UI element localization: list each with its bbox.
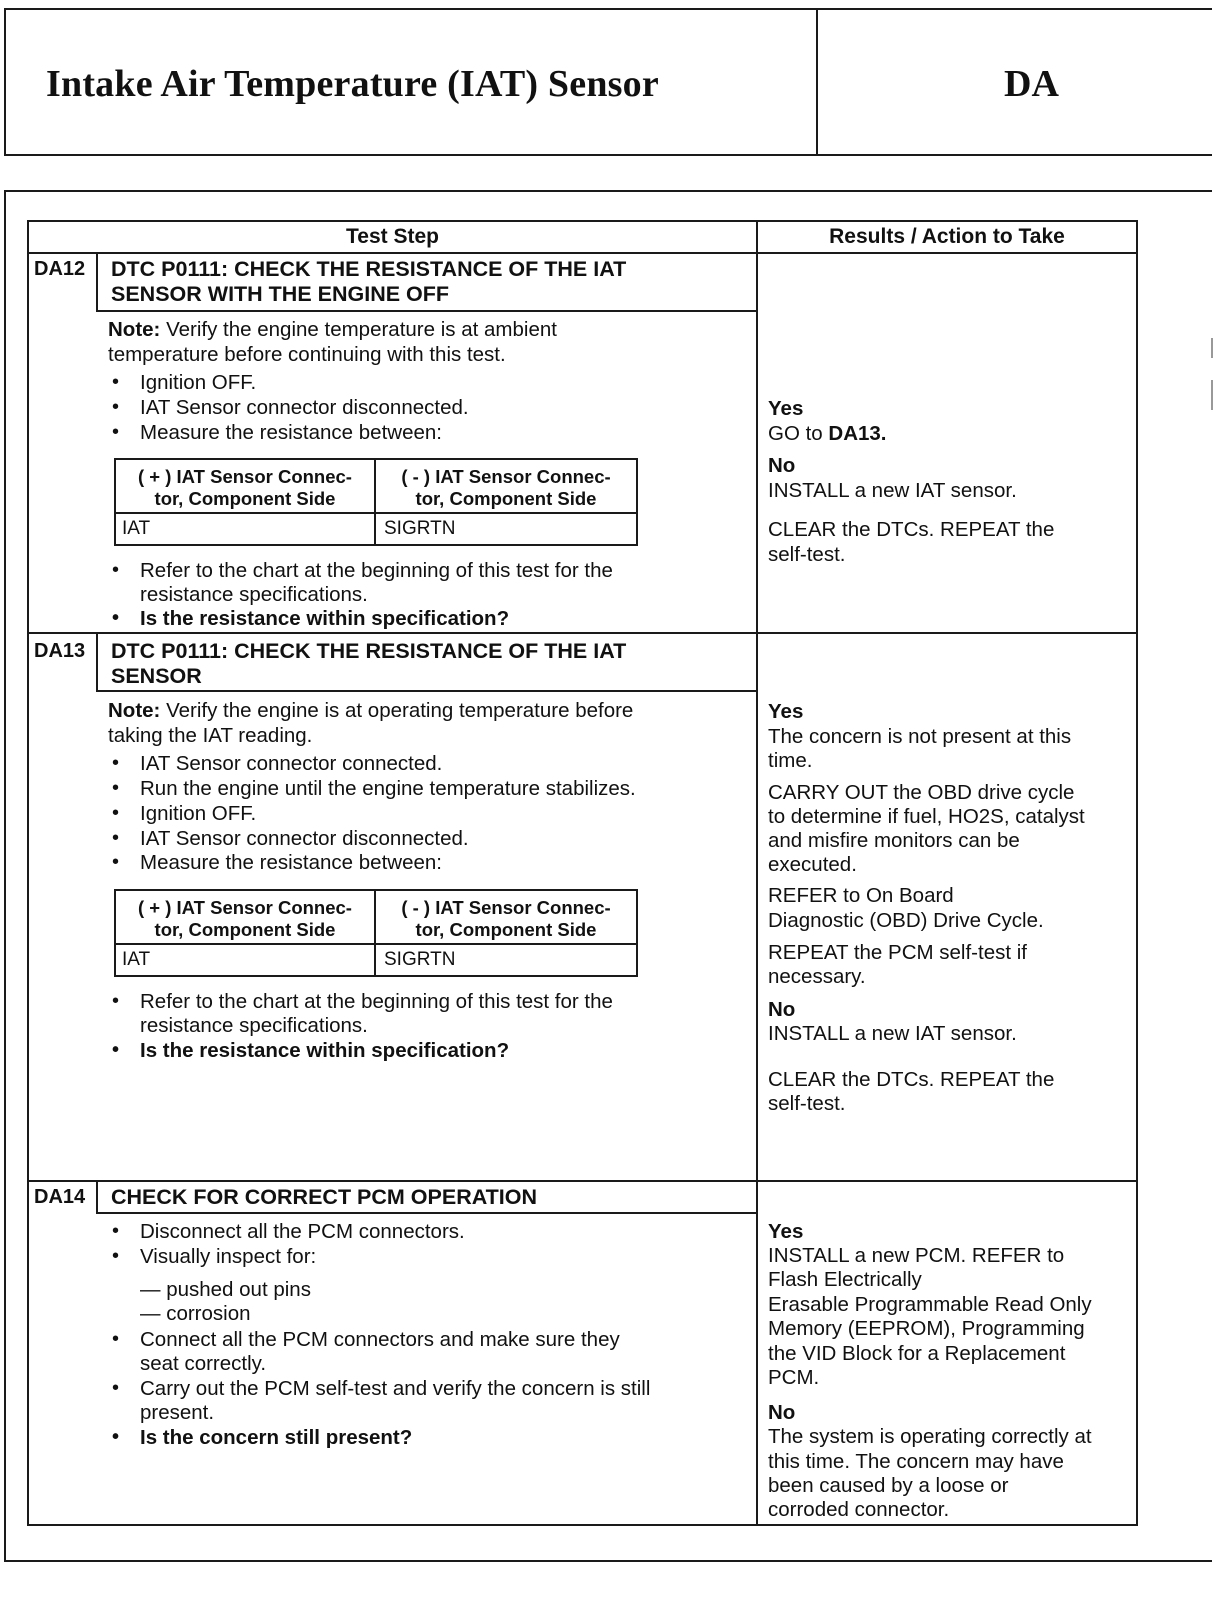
connector-table-da12: ( + ) IAT Sensor Connec- tor, Component Side ( - ) IAT Sensor Connec- tor, Component Side IAT SIGRTN xyxy=(114,458,638,546)
bullet-icon: • xyxy=(112,752,120,774)
step-title-da13: DTC P0111: CHECK THE RESISTANCE OF THE IAT SENSOR xyxy=(111,639,627,688)
list-item: Refer to the chart at the beginning of this test for the xyxy=(140,559,613,582)
bullet-icon: • xyxy=(112,990,120,1012)
list-item: — corrosion xyxy=(140,1302,251,1325)
list-item: IAT Sensor connector disconnected. xyxy=(140,827,469,850)
bullet-icon: • xyxy=(112,1245,120,1267)
result-yes-da12: GO to DA13. xyxy=(768,422,887,445)
step-id-da14: DA14 xyxy=(34,1186,86,1208)
list-item: — pushed out pins xyxy=(140,1278,311,1301)
question-da13: Is the resistance within specification? xyxy=(140,1039,510,1062)
bullet-icon: • xyxy=(112,1426,120,1448)
bullet-icon: • xyxy=(112,777,120,799)
list-item: IAT Sensor connector connected. xyxy=(140,752,443,775)
note-da13: Note: Verify the engine is at operating temperature before xyxy=(108,699,634,722)
bullet-icon: • xyxy=(112,1328,120,1350)
step-title-da12: DTC P0111: CHECK THE RESISTANCE OF THE IAT SENSOR WITH THE ENGINE OFF xyxy=(111,257,627,306)
list-item: Measure the resistance between: xyxy=(140,851,442,874)
list-item: Refer to the chart at the beginning of this test for the xyxy=(140,990,613,1013)
col-results: Results / Action to Take xyxy=(829,225,1065,248)
note-da12: Note: Verify the engine temperature is at ambient xyxy=(108,318,557,341)
bullet-icon: • xyxy=(112,827,120,849)
step-title-da14: CHECK FOR CORRECT PCM OPERATION xyxy=(111,1185,538,1209)
step-id-da12: DA12 xyxy=(34,258,86,280)
list-item: Carry out the PCM self-test and verify the concern is still xyxy=(140,1377,651,1400)
bullet-icon: • xyxy=(112,607,120,629)
step-id-da13: DA13 xyxy=(34,640,86,662)
bullet-icon: • xyxy=(112,851,120,873)
bullet-icon: • xyxy=(112,1039,120,1061)
question-da14: Is the concern still present? xyxy=(140,1426,413,1449)
bullet-icon: • xyxy=(112,1377,120,1399)
page-title: Intake Air Temperature (IAT) Sensor xyxy=(46,63,659,105)
list-item: Disconnect all the PCM connectors. xyxy=(140,1220,465,1243)
list-item: Ignition OFF. xyxy=(140,371,257,394)
list-item: Run the engine until the engine temperature stabilizes. xyxy=(140,777,636,800)
bullet-icon: • xyxy=(112,1220,120,1242)
list-item: IAT Sensor connector disconnected. xyxy=(140,396,469,419)
list-item: Visually inspect for: xyxy=(140,1245,317,1268)
list-item: Ignition OFF. xyxy=(140,802,257,825)
section-code: DA xyxy=(1004,63,1059,105)
bullet-icon: • xyxy=(112,396,120,418)
question-da12: Is the resistance within specification? xyxy=(140,607,510,630)
bullet-icon: • xyxy=(112,559,120,581)
list-item: Measure the resistance between: xyxy=(140,421,442,444)
connector-table-da13: ( + ) IAT Sensor Connec- tor, Component Side ( - ) IAT Sensor Connec- tor, Component Side IAT SIGRTN xyxy=(114,889,638,977)
bullet-icon: • xyxy=(112,802,120,824)
bullet-icon: • xyxy=(112,421,120,443)
col-test-step: Test Step xyxy=(346,225,439,248)
bullet-icon: • xyxy=(112,371,120,393)
list-item: Connect all the PCM connectors and make sure they xyxy=(140,1328,620,1351)
